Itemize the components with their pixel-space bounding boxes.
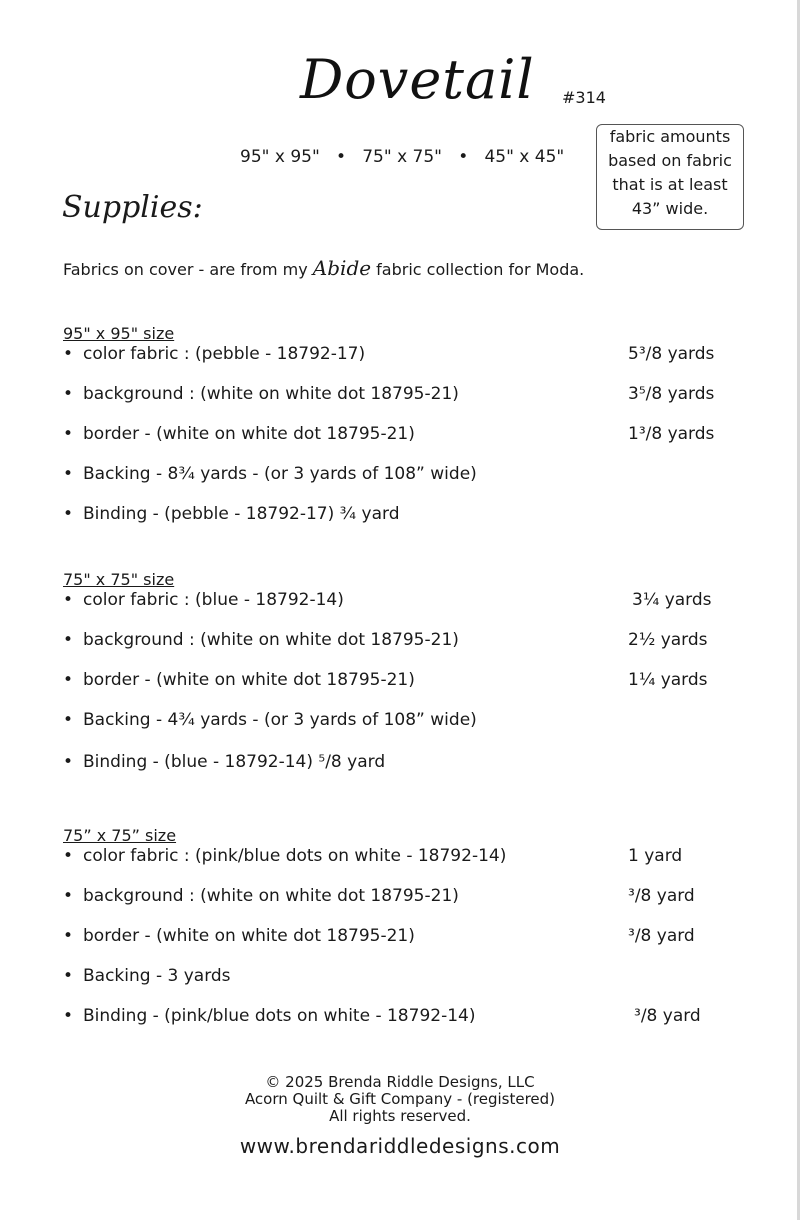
list-item — [63, 504, 400, 524]
collection-name: Abide — [312, 256, 372, 280]
bullet: • — [63, 886, 74, 906]
bullet: • — [63, 504, 74, 524]
item-label: background : (white on white dot 18795-21) — [83, 886, 459, 906]
bullet: • — [63, 464, 74, 484]
intro-text-end: fabric collection for Moda. — [371, 260, 585, 279]
bullet: • — [63, 966, 74, 986]
item-label: Backing - 3 yards — [83, 966, 231, 986]
bullet: • — [63, 590, 74, 610]
item-quantity: ³/8 yard — [628, 886, 695, 906]
intro-text: Fabrics on cover - are from my — [63, 260, 313, 279]
pattern-title: Dovetail — [300, 48, 535, 111]
list-item — [63, 886, 459, 906]
bullet: • — [63, 926, 74, 946]
item-label: color fabric : (pink/blue dots on white - 18792-14) — [83, 846, 507, 866]
item-label: border - (white on white dot 18795-21) — [83, 926, 415, 946]
item-label: border - (white on white dot 18795-21) — [83, 424, 415, 444]
trademark-line: Acorn Quilt & Gift Company - (registered) — [244, 1090, 556, 1108]
item-quantity: 5³/8 yards — [628, 344, 715, 364]
list-item — [63, 344, 365, 364]
item-quantity: 3⁵/8 yards — [628, 384, 715, 404]
item-label: background : (white on white dot 18795-21) — [83, 384, 459, 404]
item-label: background : (white on white dot 18795-21) — [83, 630, 459, 650]
fabric-note-line: 43” wide. — [631, 199, 709, 218]
bullet: • — [63, 1006, 74, 1026]
pattern-number: #314 — [562, 88, 606, 107]
bullet: • — [63, 384, 74, 404]
item-label: Binding - (pebble - 18792-17) ¾ yard — [83, 504, 400, 524]
copyright-line: © 2025 Brenda Riddle Designs, LLC — [265, 1073, 535, 1091]
bullet: • — [63, 752, 74, 772]
list-item — [63, 966, 231, 986]
list-item — [63, 710, 477, 730]
item-quantity: 1¼ yards — [628, 670, 708, 690]
section-title: 75" x 75" size — [63, 570, 175, 589]
fabric-note-line: based on fabric — [608, 151, 732, 170]
list-item — [63, 846, 506, 866]
quilt-sizes: 95" x 95" • 75" x 75" • 45" x 45" — [240, 147, 565, 167]
rights-line: All rights reserved. — [329, 1107, 471, 1125]
list-item — [63, 590, 344, 610]
list-item — [63, 926, 415, 946]
item-label: Binding - (blue - 18792-14) ⁵/8 yard — [83, 752, 386, 772]
list-item — [63, 670, 415, 690]
item-quantity: 1³/8 yards — [628, 424, 715, 444]
item-label: color fabric : (pebble - 18792-17) — [83, 344, 366, 364]
website-link[interactable]: www.brendariddledesigns.com — [239, 1134, 561, 1158]
item-quantity: ³/8 yard — [628, 926, 695, 946]
list-item — [63, 752, 385, 772]
item-label: Backing - 4¾ yards - (or 3 yards of 108” wide) — [83, 710, 477, 730]
item-label: Backing - 8¾ yards - (or 3 yards of 108” wide) — [83, 464, 477, 484]
bullet: • — [63, 710, 74, 730]
list-item — [63, 1006, 475, 1026]
list-item — [63, 424, 415, 444]
section-title: 75” x 75” size — [63, 826, 177, 845]
bullet: • — [63, 670, 74, 690]
intro-line — [63, 256, 584, 280]
supplies-heading: Supplies: — [62, 190, 203, 225]
item-quantity: 1 yard — [628, 846, 683, 866]
item-label: Binding - (pink/blue dots on white - 18792-14) — [83, 1006, 476, 1026]
bullet: • — [63, 424, 74, 444]
bullet: • — [63, 344, 74, 364]
item-quantity: 2½ yards — [628, 630, 708, 650]
fabric-note-line: that is at least — [612, 175, 728, 194]
item-quantity: ³/8 yard — [634, 1006, 701, 1026]
item-quantity: 3¼ yards — [632, 590, 712, 610]
section-title: 95" x 95" size — [63, 324, 175, 343]
fabric-note-line: fabric amounts — [609, 127, 731, 146]
list-item — [63, 384, 459, 404]
bullet: • — [63, 630, 74, 650]
item-label: color fabric : (blue - 18792-14) — [83, 590, 344, 610]
list-item — [63, 464, 477, 484]
list-item — [63, 630, 459, 650]
bullet: • — [63, 846, 74, 866]
fabric-note-box — [596, 124, 744, 230]
item-label: border - (white on white dot 18795-21) — [83, 670, 415, 690]
